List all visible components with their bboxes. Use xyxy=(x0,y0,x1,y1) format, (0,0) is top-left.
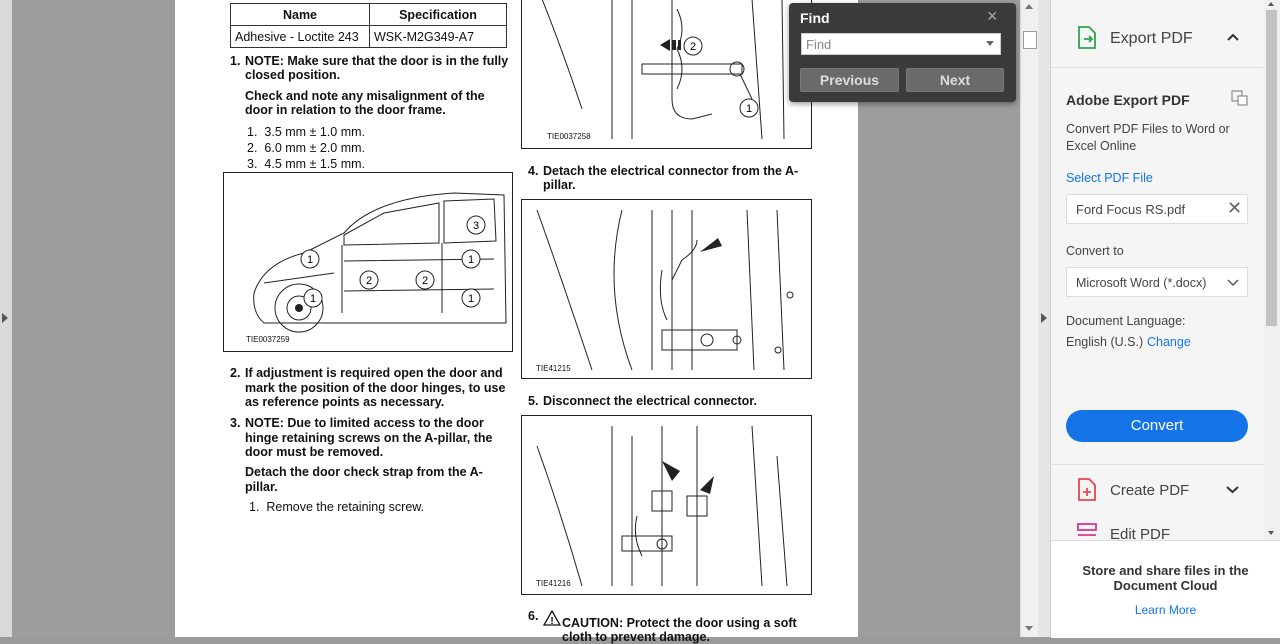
cloud-text: Store and share files in the Document Cloud xyxy=(1082,563,1249,593)
expand-left-pane-icon[interactable] xyxy=(2,313,8,323)
table-header-spec: Specification xyxy=(370,4,507,26)
arrow-icon xyxy=(700,238,722,252)
find-dialog xyxy=(789,3,1016,102)
step6-text: CAUTION: Protect the door using a soft cloth to prevent damage. xyxy=(562,616,797,644)
list-item: 3. 4.5 mm ± 1.5 mm. xyxy=(247,157,366,171)
callout-label: 2 xyxy=(689,41,697,53)
file-field[interactable] xyxy=(1066,194,1248,224)
panel-scroll-thumb[interactable] xyxy=(1266,10,1277,326)
step-number: 4. xyxy=(528,164,539,178)
create-pdf-tool[interactable]: Create PDF xyxy=(1110,482,1190,499)
figure-label: TIE41216 xyxy=(536,579,571,588)
step1-check: Check and note any misalignment of the door in relation to the door frame. xyxy=(245,89,485,117)
callout-label: 2 xyxy=(421,275,429,287)
scroll-down-icon[interactable] xyxy=(1025,626,1033,631)
find-title: Find xyxy=(800,10,830,26)
close-icon[interactable]: × xyxy=(987,6,998,26)
step2-text: If adjustment is required open the door and mark the position of the door hinges, to use as reference points as necessary. xyxy=(245,366,506,409)
scroll-up-icon[interactable] xyxy=(1025,4,1033,9)
step-number: 2. xyxy=(230,366,241,380)
step-number: 5. xyxy=(528,394,539,408)
document-scroll-thumb[interactable] xyxy=(1023,31,1037,49)
chevron-down-icon[interactable] xyxy=(1226,486,1239,494)
callout-label: 1 xyxy=(745,103,753,115)
callout-label: 1 xyxy=(306,254,314,266)
tolerance-list xyxy=(247,124,365,172)
convert-to-label: Convert to xyxy=(1066,244,1124,258)
pdf-page xyxy=(175,0,858,644)
warning-icon xyxy=(543,610,561,626)
convert-button[interactable]: Convert xyxy=(1066,410,1248,442)
info-icon[interactable] xyxy=(1231,90,1249,106)
step4-text: Detach the electrical connector from the A-pillar. xyxy=(543,164,799,192)
step3-detach: Detach the door check strap from the A-pillar. xyxy=(245,465,483,494)
format-select[interactable] xyxy=(1066,267,1248,297)
arrow-icon xyxy=(660,39,670,51)
figure-label: TIE0037258 xyxy=(547,132,591,141)
connector-disconnect-illustration xyxy=(522,416,811,594)
scroll-up-icon[interactable] xyxy=(1268,2,1274,6)
create-pdf-icon xyxy=(1076,478,1098,502)
export-pdf-icon xyxy=(1076,26,1098,50)
callout-label: 3 xyxy=(472,220,480,232)
arrow-icon xyxy=(662,461,680,481)
scroll-down-icon[interactable] xyxy=(1268,531,1274,535)
chevron-down-icon[interactable] xyxy=(1227,279,1239,287)
step3-substep: 1. Remove the retaining screw. xyxy=(249,500,425,514)
divider-line xyxy=(1051,464,1263,465)
doc-language-label: Document Language: xyxy=(1066,314,1186,328)
table-header-row xyxy=(231,4,507,26)
list-item: 1. 3.5 mm ± 1.0 mm. xyxy=(247,125,366,139)
arrow-icon xyxy=(700,476,714,494)
callout-label: 1 xyxy=(309,293,317,305)
change-language-link[interactable]: Change xyxy=(1147,335,1191,349)
check-strap-illustration xyxy=(522,0,811,148)
figure-connector-pillar xyxy=(521,199,812,379)
previous-button[interactable]: Previous xyxy=(800,68,899,92)
callout-label: 1 xyxy=(467,254,475,266)
step5-text: Disconnect the electrical connector. xyxy=(543,394,757,408)
remove-file-icon[interactable]: ✕ xyxy=(1227,198,1243,218)
collapse-pane-icon[interactable] xyxy=(1041,313,1047,323)
figure-label: TIE41215 xyxy=(536,364,571,373)
figure-car-door xyxy=(223,172,513,352)
step3-note: NOTE: Due to limited access to the door hinge retaining screws on the A-pillar, the door must be removed. xyxy=(245,416,493,459)
edit-pdf-icon xyxy=(1076,522,1098,540)
spec-table xyxy=(230,3,507,48)
export-description: Convert PDF Files to Word or Excel Online xyxy=(1066,122,1230,153)
callout-label: 1 xyxy=(467,293,475,305)
learn-more-link[interactable]: Learn More xyxy=(1134,603,1197,617)
table-row xyxy=(231,26,507,48)
figure-check-strap xyxy=(521,0,812,149)
divider-line xyxy=(1051,67,1263,68)
callout-label: 2 xyxy=(365,275,373,287)
step-number: 3. xyxy=(230,416,241,430)
file-name: Ford Focus RS.pdf xyxy=(1076,202,1186,217)
step1-note: NOTE: Make sure that the door is in the fully closed position. xyxy=(245,54,509,82)
next-button[interactable]: Next xyxy=(906,68,1004,92)
select-file-link[interactable]: Select PDF File xyxy=(1066,171,1153,185)
document-cloud-promo xyxy=(1051,540,1280,638)
document-scrollbar[interactable] xyxy=(1020,0,1039,637)
car-illustration xyxy=(224,173,512,351)
step-number: 1. xyxy=(230,54,241,68)
find-input[interactable]: Find xyxy=(801,33,1001,55)
table-header-name: Name xyxy=(231,4,370,26)
format-value: Microsoft Word (*.docx) xyxy=(1076,276,1207,290)
list-item: 2. 6.0 mm ± 2.0 mm. xyxy=(247,141,366,155)
svg-text:!: ! xyxy=(550,616,554,626)
table-cell: WSK-M2G349-A7 xyxy=(370,26,507,48)
connector-pillar-illustration xyxy=(522,200,811,378)
adobe-export-heading: Adobe Export PDF xyxy=(1066,92,1190,108)
export-pdf-title[interactable]: Export PDF xyxy=(1110,30,1193,47)
chevron-up-icon[interactable] xyxy=(1227,33,1239,41)
edit-pdf-tool[interactable]: Edit PDF xyxy=(1110,526,1171,540)
step-number: 6. xyxy=(528,609,539,623)
figure-connector-disconnect xyxy=(521,415,812,595)
language-value: English (U.S.) xyxy=(1066,335,1144,349)
table-cell: Adhesive - Loctite 243 xyxy=(231,26,370,48)
chevron-down-icon[interactable] xyxy=(986,41,994,46)
figure-label: TIE0037259 xyxy=(246,335,290,344)
